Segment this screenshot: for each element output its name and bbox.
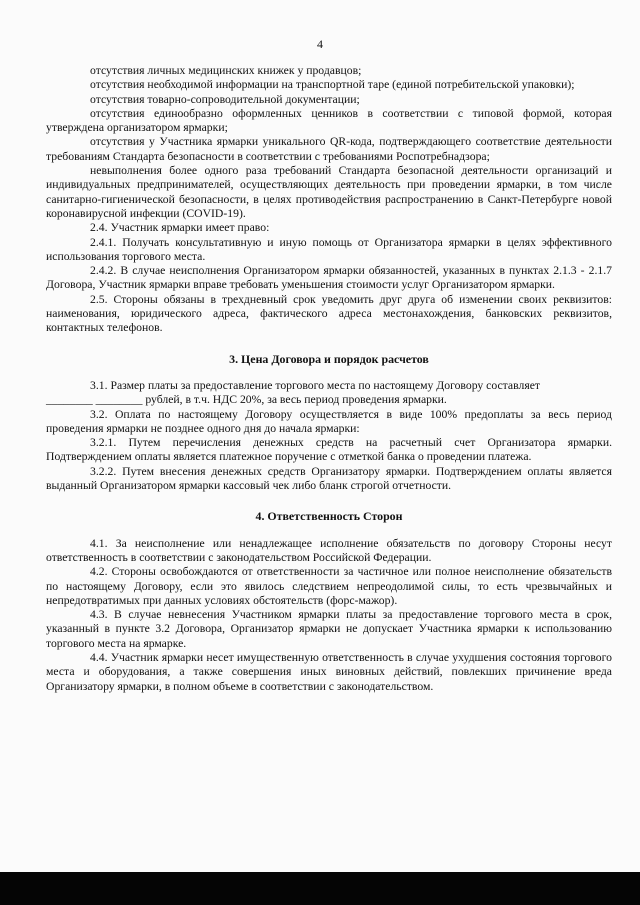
page-number: 4 [317, 37, 323, 51]
clause-3-2: 3.2. Оплата по настоящему Договору осуществляется в виде 100% предоплаты за весь период проведения ярмарки не позднее одного дня до начала ярмарки: [46, 407, 612, 435]
paragraph: отсутствия товарно-сопроводительной документации; [90, 92, 360, 106]
paragraph: отсутствия необходимой информации на транспортной таре (единой потребительской упаковки); [90, 78, 575, 92]
clause-2-4-1: 2.4.1. Получать консультативную и иную помощь от Организатора ярмарки в целях эффективного использования торгового места. [46, 235, 612, 263]
clause-3-2-2: 3.2.2. Путем внесения денежных средств Организатору ярмарки. Подтверждением оплаты является выданный Организатором ярмарки кассовый чек либо бланк строгой отчетности. [46, 464, 612, 493]
section-3-title: 3. Цена Договора и порядок расчетов [229, 351, 429, 366]
clause-2-5: 2.5. Стороны обязаны в трехдневный срок уведомить друг друга об изменении своих реквизитов: наименования, юридического адреса, фактического адреса местонахождения, банковских реквизитов, контактных телефонов. [46, 292, 612, 335]
clause-3-2-1: 3.2.1. Путем перечисления денежных средств на расчетный счет Организатора ярмарки. Подтверждением оплаты является платежное поручение с отметкой банка о проведении платежа. [46, 436, 612, 464]
clause-3-1-line-2: ________ ________ рублей, в т.ч. НДС 20%, за весь период проведения ярмарки. [46, 393, 447, 407]
clause-4-3: 4.3. В случае невнесения Участником ярмарки платы за предоставление торгового места в срок, указанный в пункте 3.2 Договора, Организатор ярмарки не допускает Участника ярмарки к использованию торгового места на ярмарке. [46, 608, 612, 650]
clause-2-4: 2.4. Участник ярмарки имеет право: [90, 221, 270, 235]
paragraph: отсутствия личных медицинских книжек у продавцов; [90, 64, 362, 77]
clause-3-1 [46, 379, 612, 408]
paragraph: отсутствия единообразно оформленных ценников в соответствии с типовой формой, которая утверждена организатором ярмарки; [46, 106, 612, 135]
clause-2-4-2: 2.4.2. В случае неисполнения Организатором ярмарки обязанностей, указанных в пунктах 2.1.3 - 2.1.7 Договора, Участник ярмарки вправе требовать уменьшения стоимости услуг Организатором ярмарки. [46, 264, 612, 292]
clause-4-1: 4.1. За неисполнение или ненадлежащее исполнение обязательств по договору Стороны несут ответственность в соответствии с законодательством Российской Федерации. [46, 536, 612, 564]
document-body [46, 64, 612, 694]
paragraph: отсутствия у Участника ярмарки уникального QR-кода, подтверждающего соответствие деятельности требованиям Стандарта безопасности в соответствии с требованиями Роспотребнадзора; [46, 135, 612, 163]
scan-bottom-border [0, 872, 640, 905]
clause-4-2: 4.2. Стороны освобождаются от ответственности за частичное или полное неисполнение обязательств по настоящему Договору, если это явилось следствием непреодолимой силы, то есть чрезвычайных и непредотвратимых при данных условиях обстоятельств (форс-мажор). [46, 565, 612, 607]
paragraph: невыполнения более одного раза требований Стандарта безопасной деятельности организаций и индивидуальных предпринимателей, осуществляющих деятельность при проведении ярмарки, в том числе санитарно-гигиенической безопасности, в целях противодействия распространению в Санкт-Петербурге новой коронавирусной инфекции (COVID-19). [46, 164, 612, 220]
clause-4-4: 4.4. Участник ярмарки несет имущественную ответственность в случае ухудшения состояния торгового места и оборудования, а также совершения иных виновных действий, повлекших причинение вреда Организатору ярмарки, в полном объеме в соответствии с законодательством. [46, 650, 612, 693]
clause-3-1-line-1: 3.1. Размер платы за предоставление торгового места по настоящему Договору составляет [90, 378, 540, 392]
section-4-title: 4. Ответственность Сторон [255, 509, 403, 524]
